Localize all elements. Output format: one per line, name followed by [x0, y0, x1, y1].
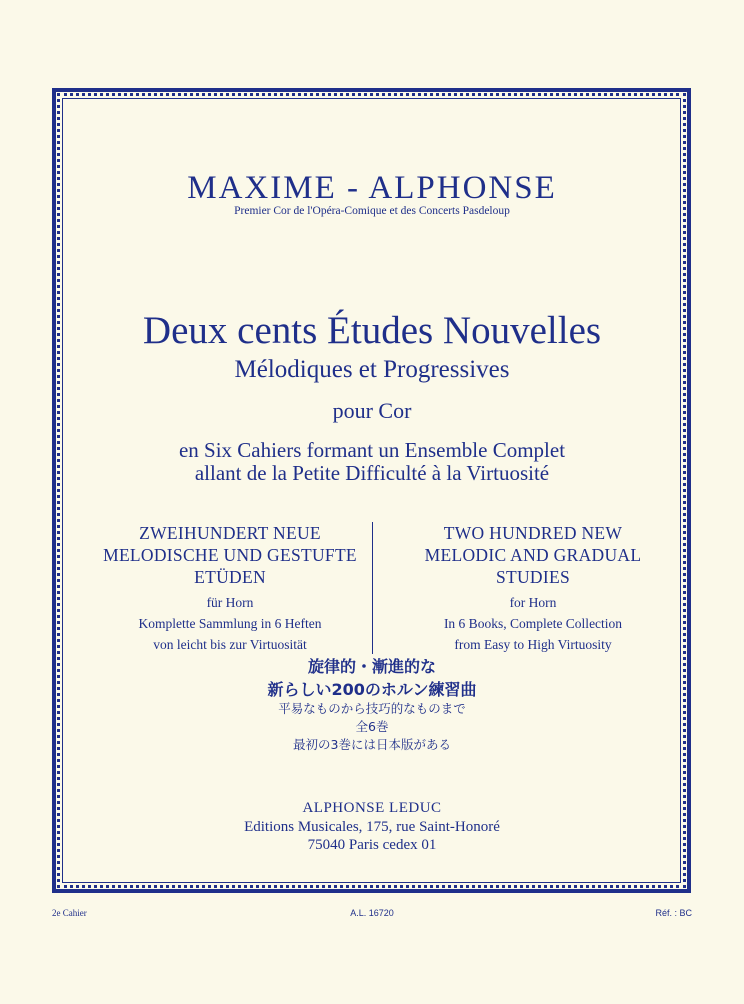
german-line-4: für Horn — [206, 595, 254, 610]
instrument-line: pour Cor — [332, 398, 412, 423]
english-line-1: TWO HUNDRED NEW — [443, 523, 623, 543]
composer-name: MAXIME - ALPHONSE — [187, 170, 557, 206]
german-line-2: MELODISCHE UND GESTUFTE — [103, 545, 357, 565]
german-title-block — [85, 522, 375, 655]
title-line-2: Mélodiques et Progressives — [234, 356, 510, 383]
german-line-3: ETÜDEN — [194, 567, 266, 587]
publisher-address-1: Editions Musicales, 175, rue Saint-Honoré — [244, 819, 500, 835]
japanese-line-1: 旋律的・漸進的な — [307, 657, 436, 676]
plate-number: A.L. 16720 — [350, 908, 394, 918]
japanese-line-3: 平易なものから技巧的なものまで — [278, 701, 466, 716]
german-line-6: von leicht bis zur Virtuosität — [153, 637, 307, 652]
reference-code: Réf. : BC — [655, 908, 692, 918]
english-line-2: MELODIC AND GRADUAL — [424, 545, 642, 565]
japanese-line-2: 新らしい200のホルン練習曲 — [267, 680, 477, 699]
description-line-1: en Six Cahiers formant un Ensemble Complet — [178, 438, 566, 462]
english-line-3: STUDIES — [495, 567, 571, 587]
publisher-address-2: 75040 Paris cedex 01 — [307, 837, 437, 853]
english-line-4: for Horn — [509, 595, 557, 610]
japanese-line-5: 最初の3巻には日本版がある — [293, 737, 451, 752]
japanese-line-4: 全6巻 — [355, 719, 389, 734]
column-divider — [372, 522, 373, 654]
description-line-2: allant de la Petite Difficulté à la Virtuosité — [194, 461, 550, 485]
german-line-5: Komplette Sammlung in 6 Heften — [138, 616, 322, 631]
english-line-5: In 6 Books, Complete Collection — [443, 616, 623, 631]
publisher-name: ALPHONSE LEDUC — [302, 800, 442, 816]
composer-subtitle: Premier Cor de l'Opéra-Comique et des Concerts Pasdeloup — [234, 205, 510, 217]
title-line-1: Deux cents Études Nouvelles — [142, 309, 602, 352]
cahier-number: 2e Cahier — [52, 908, 87, 918]
german-line-1: ZWEIHUNDERT NEUE — [139, 523, 321, 543]
english-title-block — [388, 522, 678, 655]
english-line-6: from Easy to High Virtuosity — [454, 637, 612, 652]
